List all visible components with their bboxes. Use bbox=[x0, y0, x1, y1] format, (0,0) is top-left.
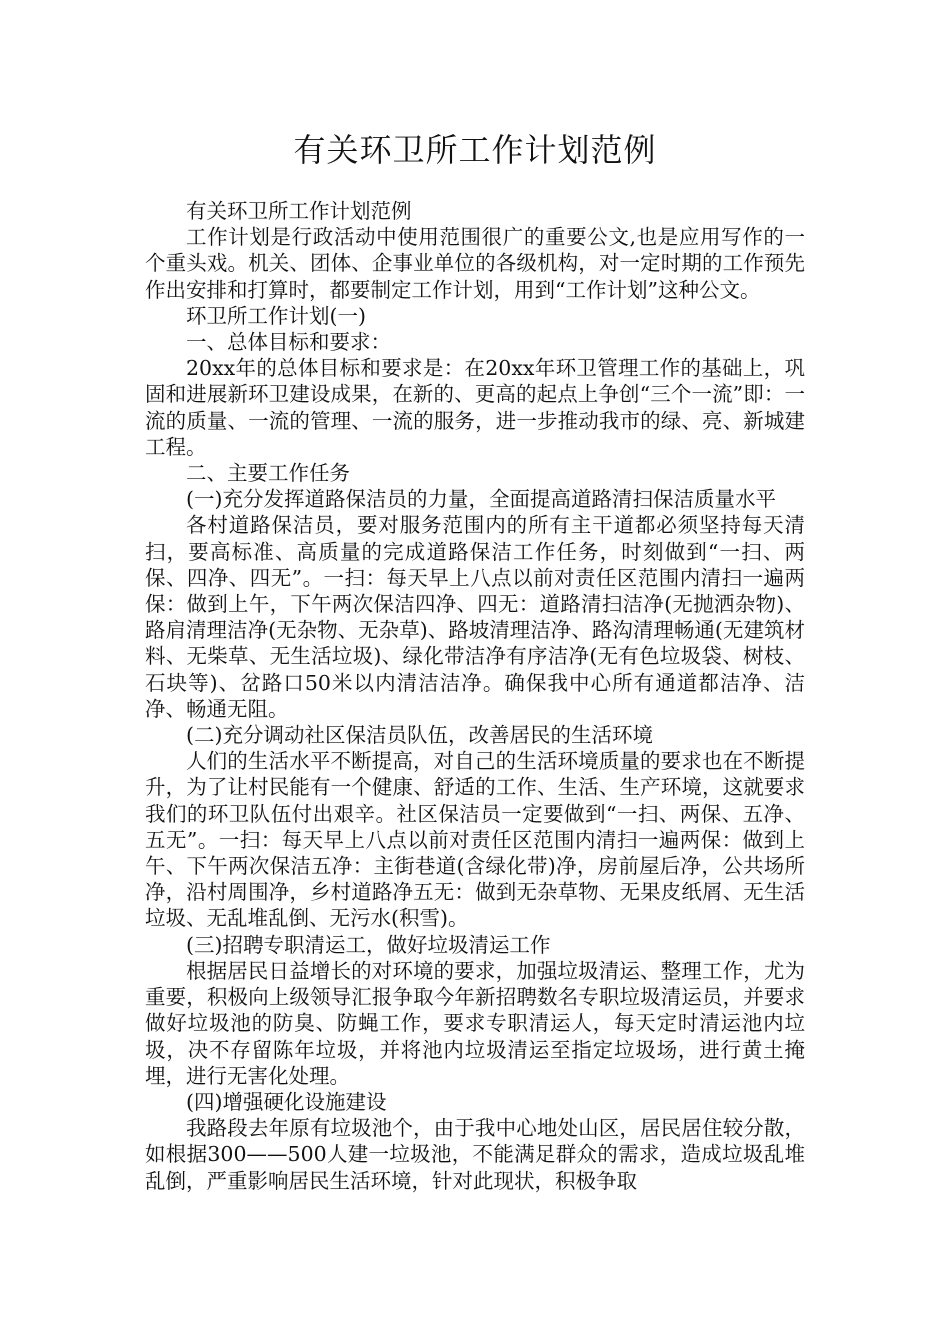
paragraph: 根据居民日益增长的对环境的要求，加强垃圾清运、整理工作，尤为重要，积极向上级领导汇报争取今年新招聘数名专职垃圾清运员，并要求做好垃圾池的防臭、防蝇工作，要求专职清运人，每天定时清运池内垃圾，决不存留陈年垃圾，并将池内垃圾清运至指定垃圾场，进行黄土掩埋，进行无害化处理。 bbox=[145, 958, 805, 1088]
paragraph: 有关环卫所工作计划范例 bbox=[186, 199, 412, 223]
paragraph: 各村道路保洁员，要对服务范围内的所有主干道都必须坚持每天清扫，要高标准、高质量的完成道路保洁工作任务，时刻做到“一扫、两保、四净、四无”。一扫：每天早上八点以前对责任区范围内清扫一遍两保：做到上午，下午两次保洁四净、四无：道路清扫洁净(无抛洒杂物)、路肩清理洁净(无杂物、无杂草)、路坡清理洁净、路沟清理畅通(无建筑材料、无柴草、无生活垃圾)、绿化带洁净有序洁净(无有色垃圾袋、树枝、石块等)、岔路口50米以内清洁洁净。确保我中心所有通道都洁净、洁净、畅通无阻。 bbox=[145, 513, 805, 721]
document-body bbox=[145, 198, 805, 1194]
subsection-heading: (二)充分调动社区保洁员队伍，改善居民的生活环境 bbox=[186, 723, 653, 748]
subsection-heading: (一)充分发挥道路保洁员的力量，全面提高道路清扫保洁质量水平 bbox=[186, 487, 776, 512]
section-heading: 二、主要工作任务 bbox=[186, 461, 350, 486]
section-heading: 一、总体目标和要求： bbox=[186, 330, 391, 355]
paragraph: 人们的生活水平不断提高，对自己的生活环境质量的要求也在不断提升，为了让村民能有一个健康、舒适的工作、生活、生产环境，这就要求我们的环卫队伍付出艰辛。社区保洁员一定要做到“一扫、两保、五净、五无”。一扫：每天早上八点以前对责任区范围内清扫一遍两保：做到上午、下午两次保洁五净：主街巷道(含绿化带)净，房前屋后净，公共场所净，沿村周围净，乡村道路净五无：做到无杂草物、无果皮纸屑、无生活垃圾、无乱堆乱倒、无污水(积雪)。 bbox=[145, 749, 805, 931]
paragraph: 我路段去年原有垃圾池个，由于我中心地处山区，居民居住较分散，如根据300——500人建一垃圾池，不能满足群众的需求，造成垃圾乱堆乱倒，严重影响居民生活环境，针对此现状，积极争取 bbox=[145, 1116, 805, 1193]
paragraph: 工作计划是行政活动中使用范围很广的重要公文,也是应用写作的一个重头戏。机关、团体、企事业单位的各级机构，对一定时期的工作预先作出安排和打算时，都要制定工作计划，用到“工作计划”这种公文。 bbox=[145, 225, 805, 302]
subsection-heading: (三)招聘专职清运工，做好垃圾清运工作 bbox=[186, 932, 551, 957]
subsection-heading: (四)增强硬化设施建设 bbox=[186, 1089, 387, 1114]
document-title: 有关环卫所工作计划范例 bbox=[293, 131, 657, 169]
section-heading: 环卫所工作计划(一) bbox=[186, 303, 366, 328]
paragraph: 20xx年的总体目标和要求是：在20xx年环卫管理工作的基础上，巩固和进展新环卫建设成果，在新的、更高的起点上争创“三个一流”即：一流的质量、一流的管理、一流的服务，进一步推动我市的绿、亮、新城建工程。 bbox=[145, 356, 805, 459]
